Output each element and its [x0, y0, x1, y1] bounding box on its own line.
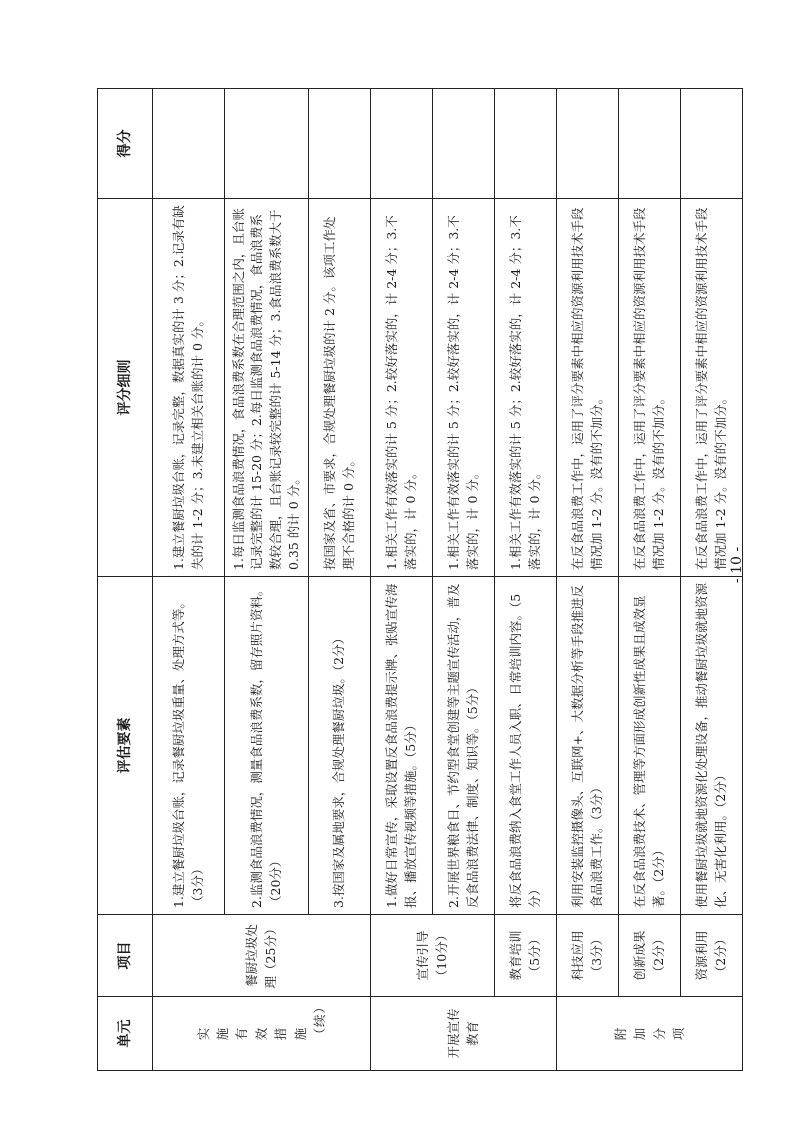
item-cell: 资源利用（2分）	[680, 915, 742, 997]
criteria-cell: 1.相关工作有效落实的计 5 分；2.较好落实的，计 2-4 分；3.不落实的，计 0 分。	[494, 199, 556, 577]
header-element: 评估要素	[97, 577, 152, 915]
criteria-cell: 1.相关工作有效落实的计 5 分；2.较好落实的，计 2-4 分；3.不落实的，计 0 分。	[370, 199, 432, 577]
score-cell[interactable]	[370, 89, 432, 199]
element-cell: 2.监测食品浪费情况，测量食品浪费系数，留存照片资料。（20分）	[224, 577, 308, 915]
criteria-cell: 1.建立餐厨垃圾台账，记录完整，数据真实的计 3 分；2.记录有缺失的计 1-2 分；3.未建立相关台账的计 0 分。	[152, 199, 224, 577]
table-row	[618, 89, 680, 1071]
table-row	[556, 89, 618, 1071]
criteria-cell: 在反食品浪费工作中，运用了评分要素中相应的资源利用技术手段情况加 1-2 分。没有的不加分。	[556, 199, 618, 577]
score-cell[interactable]	[432, 89, 494, 199]
unit-label: 实施有效措施（续）	[195, 999, 327, 1041]
header-score: 得分	[97, 89, 152, 199]
score-cell[interactable]	[556, 89, 618, 199]
element-cell: 使用餐厨垃圾就地资源化处理设备，推动餐厨垃圾就地资源化、无害化利用。（2分）	[680, 577, 742, 915]
score-cell[interactable]	[494, 89, 556, 199]
element-cell: 在反食品浪费技术、管理等方面形成创新性成果且成效显著。（2分）	[618, 577, 680, 915]
table-row	[152, 89, 224, 1071]
criteria-cell: 1.每日监测食品浪费情况，食品浪费系数在合理范围之内，且台账记录完整的计 15-20 分；2.每日监测食品浪费情况，食品浪费系数较合理，且台账记录较完整的计 5-14 分；3.食品浪费系数大于 0.35 的计 0 分。	[224, 199, 308, 577]
table-row	[370, 89, 432, 1071]
header-row	[97, 89, 152, 1071]
unit-cell: 开展宣传教育	[370, 997, 556, 1071]
item-cell: 餐厨垃圾处理（25分）	[152, 915, 370, 997]
item-cell: 科技应用（3分）	[556, 915, 618, 997]
score-cell[interactable]	[308, 89, 370, 199]
header-criteria: 评分细则	[97, 199, 152, 577]
page-number	[727, 545, 749, 585]
score-cell[interactable]	[224, 89, 308, 199]
score-cell[interactable]	[680, 89, 742, 199]
rotated-table-wrapper	[97, 89, 727, 1071]
unit-cell	[556, 997, 742, 1071]
item-cell: 创新成果（2分）	[618, 915, 680, 997]
score-cell[interactable]	[152, 89, 224, 199]
criteria-cell: 在反食品浪费工作中，运用了评分要素中相应的资源利用技术手段情况加 1-2 分。没有的不加分。	[680, 199, 742, 577]
item-cell: 教育培训（5分）	[494, 915, 556, 997]
criteria-cell: 1.相关工作有效落实的计 5 分；2.较好落实的，计 2-4 分；3.不落实的，计 0 分。	[432, 199, 494, 577]
score-cell[interactable]	[618, 89, 680, 199]
page-number-text: - 10 -	[729, 546, 746, 584]
unit-cell	[152, 997, 370, 1071]
item-cell: 宣传引导（10分）	[370, 915, 494, 997]
criteria-cell: 按国家及省、市要求，合规处理餐厨垃圾的计 2 分。该项工作处理不合格的计 0 分。	[308, 199, 370, 577]
element-cell: 1.做好日常宣传，采取设置反食品浪费提示牌、张贴宣传海报、播放宣传视频等措施。（5分）	[370, 577, 432, 915]
criteria-cell: 在反食品浪费工作中，运用了评分要素中相应的资源利用技术手段情况加 1-2 分。没有的不加分。	[618, 199, 680, 577]
unit-label: 附加分项	[612, 1026, 686, 1041]
table-row	[494, 89, 556, 1071]
scoring-table	[97, 88, 746, 1071]
element-cell: 1.建立餐厨垃圾台账，记录餐厨垃圾重量、处理方式等。（3分）	[152, 577, 224, 915]
element-cell: 利用安装监控摄像头、互联网+、大数据分析等手段推进反食品浪费工作。（3分）	[556, 577, 618, 915]
element-cell: 3.按国家及属地要求，合规处理餐厨垃圾。（2分）	[308, 577, 370, 915]
element-cell: 将反食品浪费纳入食堂工作人员入职、日常培训内容。（5分）	[494, 577, 556, 915]
header-unit: 单元	[97, 997, 152, 1071]
header-item: 项目	[97, 915, 152, 997]
element-cell: 2.开展世界粮食日、节约型食堂创建等主题宣传活动，普及反食品浪费法律、制度、知识等。（5分）	[432, 577, 494, 915]
